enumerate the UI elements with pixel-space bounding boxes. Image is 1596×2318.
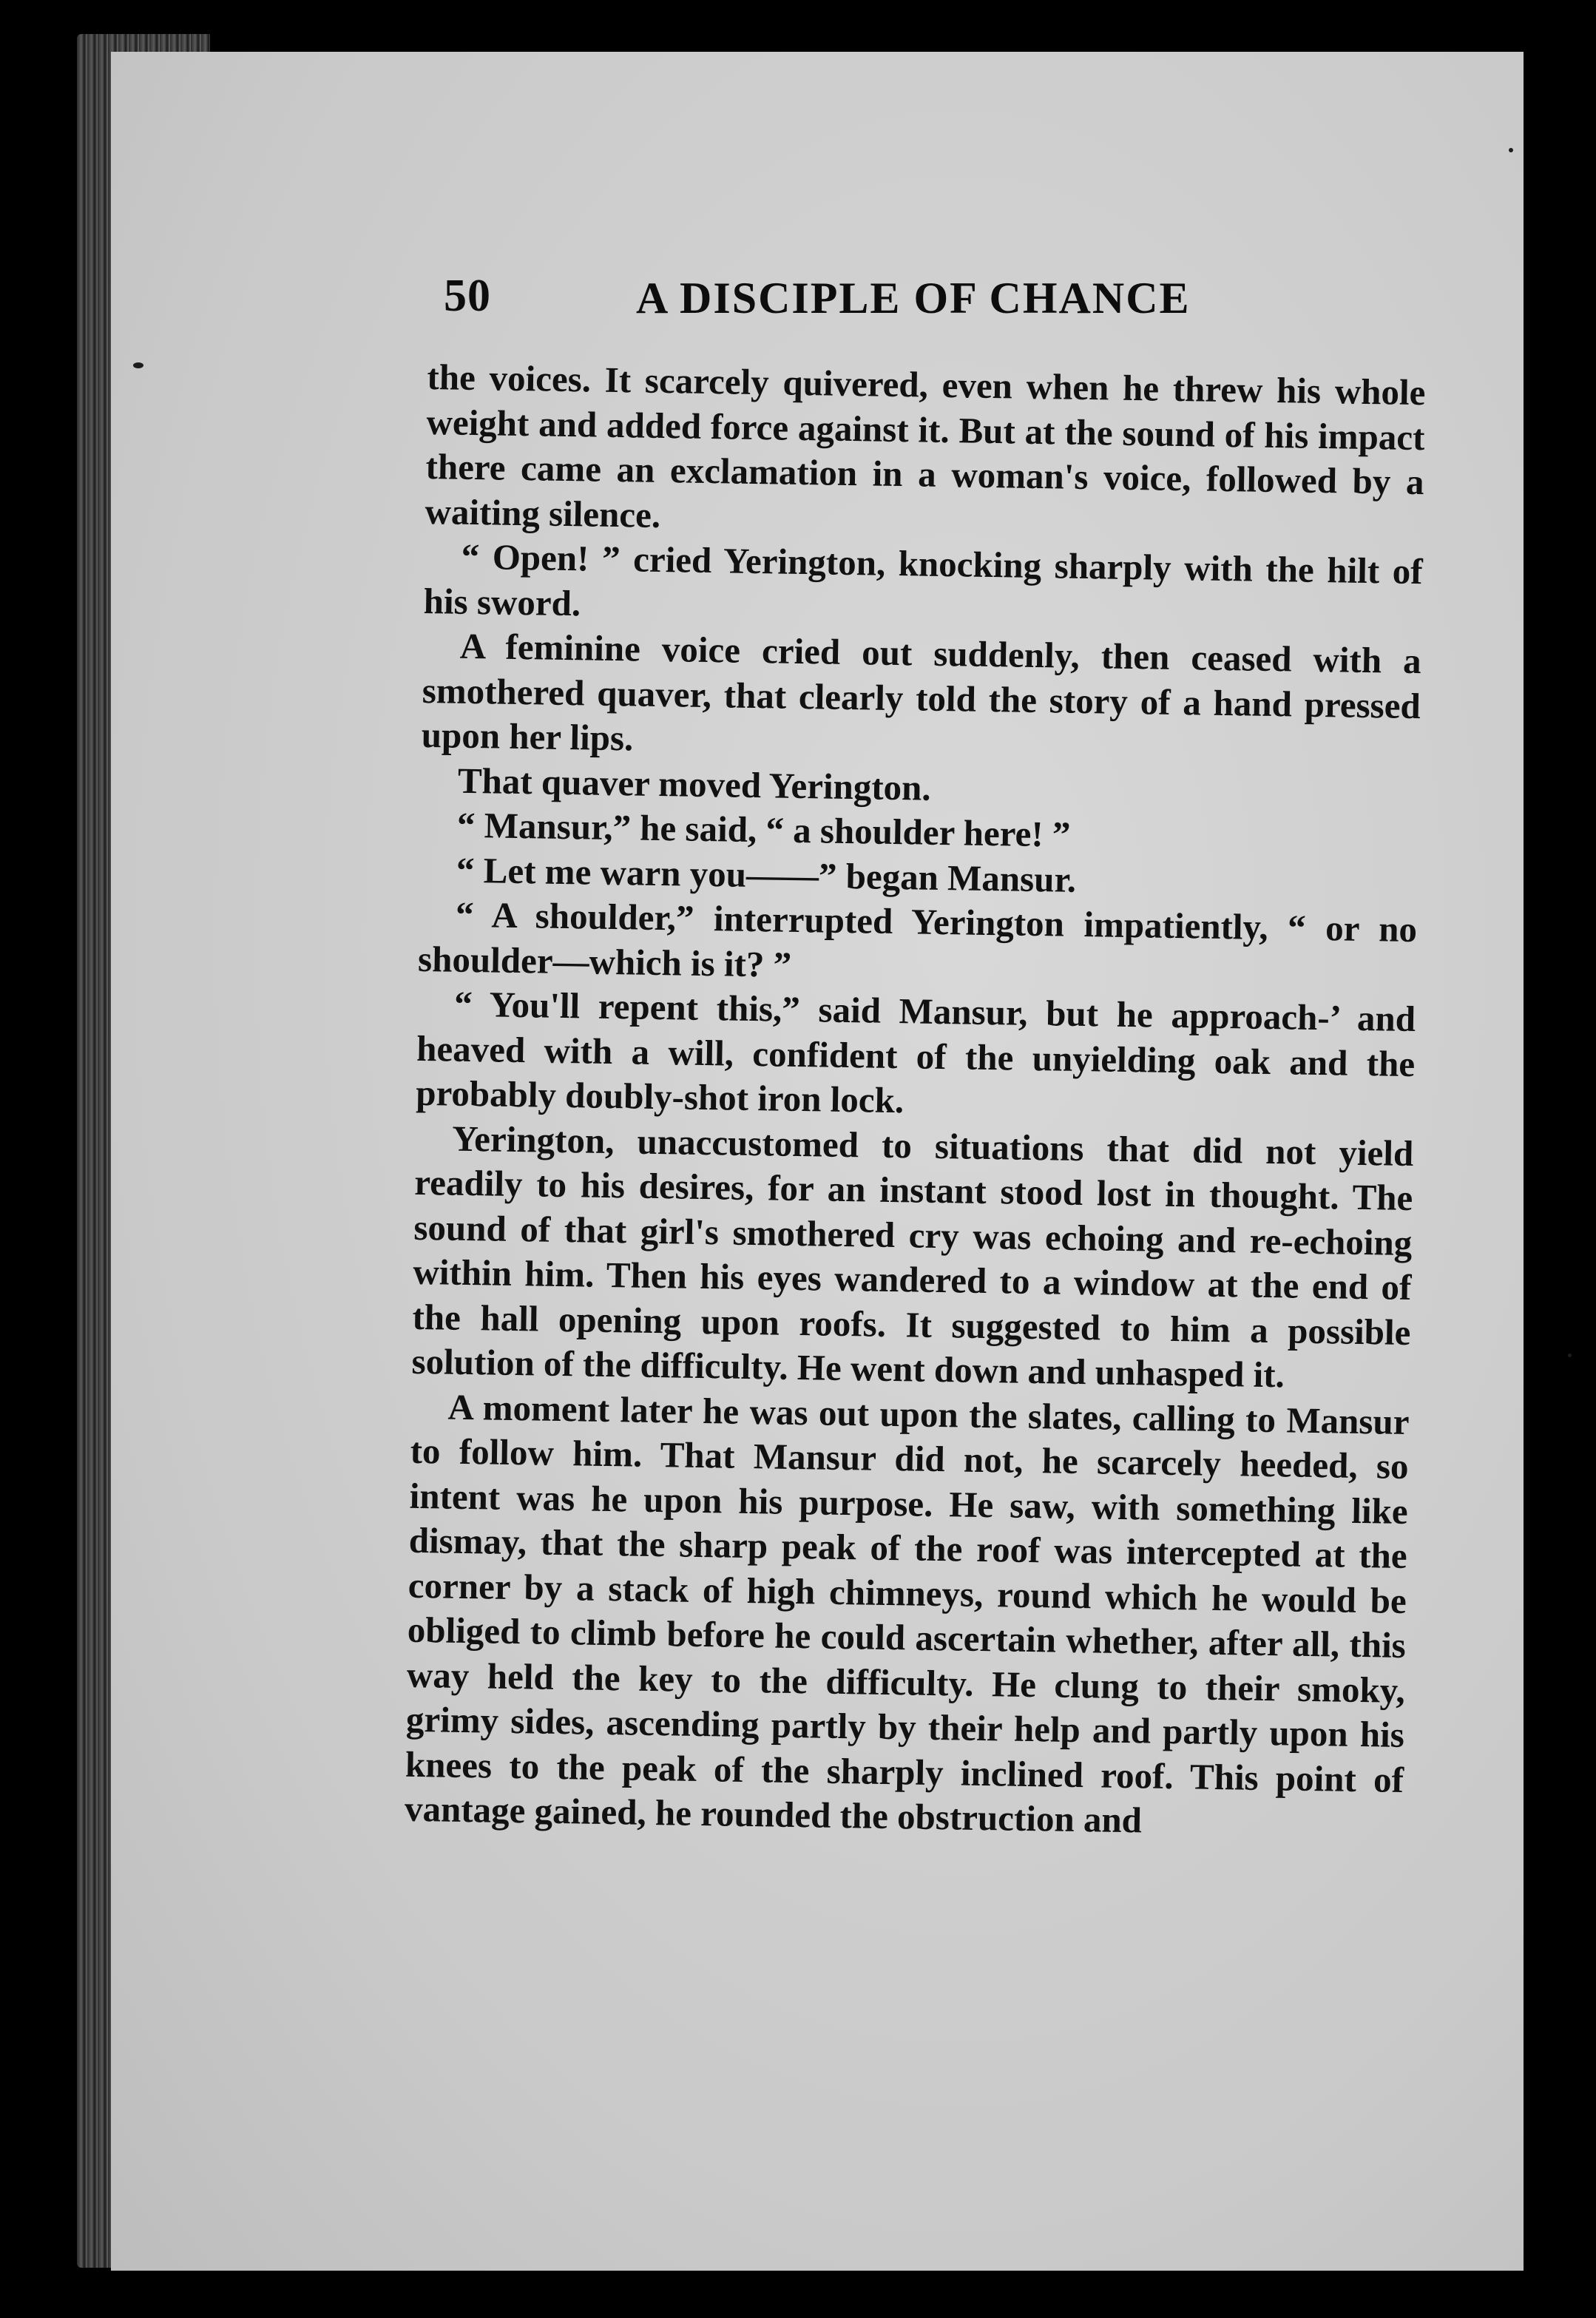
paragraph: “ Open! ” cried Yerington, knocking sharply with the hilt of his sword. <box>423 535 1424 624</box>
running-title: A DISCIPLE OF CHANCE <box>636 274 1191 322</box>
paragraph: “ A shoulder,” interrupted Yerington impatiently, “ or no shoulder—which is it? ” <box>417 893 1418 985</box>
page-number: 50 <box>444 271 491 321</box>
paragraph: That quaver moved Yerington. <box>457 760 932 808</box>
page-header <box>444 270 1479 337</box>
paragraph: “ You'll repent this,” said Mansur, but he approach-’ and heaved with a will, confident of the unyielding oak and the probably doubly-shot iron lock. <box>415 983 1416 1121</box>
dust-speck <box>133 362 143 368</box>
dust-speck <box>1509 148 1513 152</box>
paragraph: A moment later he was out upon the slates, calling to Mansur to follow him. That Mansur did not, he scarcely heeded, so intent was he upon his purpose. He saw, with something like dismay, that the sharp peak of the roof was intercepted at the corner by a stack of high chimneys, round which he would be obliged to climb before he could ascertain whether, after all, this way held the key to the difficulty. He clung to their smoky, grimy sides, ascending partly by their help and partly upon his knees to the peak of the sharply inclined roof. This point of vantage gained, he rounded the obstruction and <box>404 1386 1410 1841</box>
paragraph: Yerington, unaccustomed to situations that did not yield readily to his desires, for an instant stood lost in thought. The sound of that girl's smothered cry was echoing and re-echoing within him. Then his eyes wandered to a window at the end of the hall opening upon roofs. It suggested to him a possible solution of the difficulty. He went down and unhasped it. <box>411 1118 1414 1396</box>
paragraph: “ Mansur,” he said, “ a shoulder here! ” <box>456 804 1071 855</box>
paragraph: the voices. It scarcely quivered, even when he threw his whole weight and added force against it. But at the sound of his impact there came an exclamation in a woman's voice, followed by a waiting silence. <box>425 356 1426 535</box>
body-text <box>405 355 1426 1847</box>
paragraph: A feminine voice cried out suddenly, then ceased with a smothered quaver, that clearly told the story of a hand pressed upon her lips. <box>421 625 1422 759</box>
paragraph: “ Let me warn you——” began Mansur. <box>456 849 1077 900</box>
dust-speck <box>1568 1354 1572 1357</box>
